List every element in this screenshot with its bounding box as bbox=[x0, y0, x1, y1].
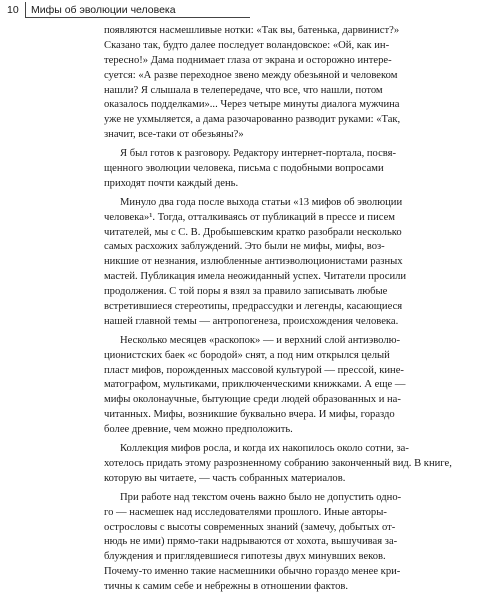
text-line: го — насмешек над исследователями прошлого. Иные авторы- bbox=[104, 506, 387, 518]
text-line: мастей. Публикация имела неожиданный успех. Читатели просили bbox=[104, 271, 407, 283]
text-line: читанных. Мифы, возникшие буквально вчера. И мифы, гораздо bbox=[104, 409, 395, 421]
running-title: Мифы об эволюции человека bbox=[31, 4, 176, 16]
page-number: 10 bbox=[7, 4, 19, 16]
paragraph-first-line: Я был готов к разговору. Редактору интернет-портала, посвя- bbox=[120, 148, 397, 160]
text-line: матографом, мультиками, приключенческими книжками. А еще — bbox=[104, 379, 406, 391]
text-line: нюдь не ими) прямо-таки надрываются от хохота, вышучивая за- bbox=[104, 536, 398, 548]
body-text bbox=[104, 24, 452, 595]
page-header bbox=[0, 0, 500, 20]
text-line: появляются насмешливые нотки: «Так вы, батенька, дарвинист?» bbox=[104, 25, 400, 36]
text-line: тересно!» Дама поднимает глаза от экрана и осторожно интере- bbox=[104, 54, 392, 66]
text-line: суется: «А разве переходное звено между обезьяной и человеком bbox=[104, 69, 398, 81]
header-vertical-rule bbox=[25, 2, 26, 18]
text-line: более древние, чем можно предположить. bbox=[104, 424, 293, 436]
header-horizontal-rule bbox=[25, 17, 250, 18]
text-line: никшие от незнания, излюбленные антиэволюционистами разных bbox=[104, 256, 403, 268]
paragraph-first-line: Несколько месяцев «раскопок» — и верхний слой антиэволю- bbox=[120, 334, 401, 346]
text-line: которую вы читаете, — часть собранных материалов. bbox=[104, 472, 346, 484]
text-line: самых расхожих заблуждений. Это были не мифы, мифы, воз- bbox=[104, 241, 385, 253]
text-line: нашей главной темы — антропогенеза, происхождения человека. bbox=[104, 315, 399, 327]
text-line: блуждения и приглядевшиеся гипотезы двух минувших веков. bbox=[104, 551, 386, 563]
text-line: значит, все-таки от обезьяны?» bbox=[104, 129, 244, 141]
text-line: нашли? Я слышала в телепередаче, что все, что нашли, потом bbox=[104, 84, 383, 96]
text-line: оказалось подделками»... Через четыре минуты диалога мужчина bbox=[104, 99, 400, 111]
text-line: уже не ухмыляется, а дама разочарованно разводит руками: «Так, bbox=[104, 114, 401, 126]
paragraph-first-line: Коллекция мифов росла, и когда их накопилось около сотни, за- bbox=[120, 443, 409, 455]
text-line: пласт мифов, порожденных массовой культурой — прессой, кине- bbox=[104, 364, 404, 376]
text-line: Почему-то именно такие насмешники обычно гораздо менее кри- bbox=[104, 566, 401, 578]
text-line: приходят почти каждый день. bbox=[104, 177, 239, 189]
text-line: человека»¹. Тогда, отталкиваясь от публикаций в прессе и писем bbox=[104, 211, 396, 223]
paragraph-first-line: Минуло два года после выхода статьи «13 мифов об эволюции bbox=[120, 196, 403, 208]
text-line: острословы с высоты современных знаний (замечу, добытых от- bbox=[104, 521, 396, 533]
text-line: щенного эволюции человека, письма с подобными вопросами bbox=[104, 163, 384, 175]
text-line: мифы околонаучные, бытующие среди людей образованных и на- bbox=[104, 394, 401, 406]
text-line: читателей, мы с С. В. Дробышевским кратко разобрали несколько bbox=[104, 226, 402, 238]
paragraph-first-line: При работе над текстом очень важно было не допустить одно- bbox=[120, 491, 402, 503]
text-line: хотелось придать этому разрозненному собранию законченный вид. В книге, bbox=[104, 457, 452, 469]
text-line: ционистских баек «с бородой» снят, а под ним открылся целый bbox=[104, 349, 390, 361]
text-line: продолжения. С той поры я взял за правило записывать любые bbox=[104, 286, 388, 298]
text-line: встретившиеся стереотипы, предрассудки и легенды, касающиеся bbox=[104, 301, 403, 313]
text-line: тичны к самим себе и небрежны в отношении фактов. bbox=[104, 581, 349, 593]
text-line: Сказано так, будто далее последует воландовское: «Ой, как ин- bbox=[104, 39, 390, 51]
